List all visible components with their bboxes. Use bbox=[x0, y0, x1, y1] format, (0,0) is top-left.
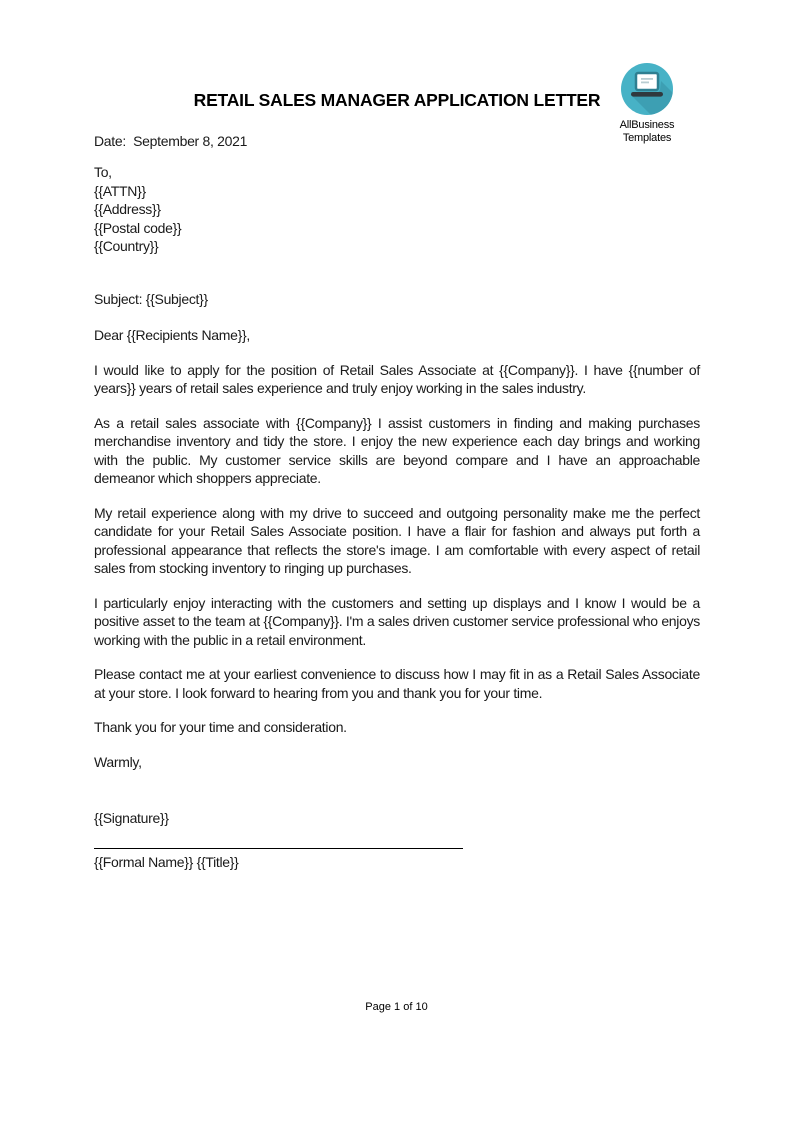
recipient-line-attn: {{ATTN}} bbox=[94, 182, 146, 199]
page-number: Page 1 of 10 bbox=[365, 1001, 428, 1013]
paragraph-experience: As a retail sales associate with {{Company}} I assist customers in finding and making purchases merchandise inventory and tidy the store. I enjoy the new experience each day brings and working with the public. My customer service skills are beyond compare and I have an approachable demeanor which shoppers appreciate. bbox=[94, 414, 700, 486]
closing-line: Warmly, bbox=[94, 753, 142, 770]
recipient-line-postal-code: {{Postal code}} bbox=[94, 219, 182, 236]
paragraph-intro: I would like to apply for the position of Retail Sales Associate at {{Company}}. I have {{number of years}} years of retail sales experience and truly enjoy working in the sales industry. bbox=[94, 361, 700, 396]
paragraph-contact: Please contact me at your earliest convenience to discuss how I may fit in as a Retail Sales Associate at your store. I look forward to hearing from you and thank you for your time. bbox=[94, 666, 700, 701]
thanks-line: Thank you for your time and consideration. bbox=[94, 719, 347, 735]
paragraph-value: I particularly enjoy interacting with the customers and setting up displays and I know I would be a positive asset to the team at {{Company}}. I'm a sales driven customer service professional who enjoys working with the public in a retail environment. bbox=[94, 594, 700, 648]
allbusiness-templates-logo bbox=[599, 62, 695, 145]
paragraph-qualities: My retail experience along with my drive to succeed and outgoing personality make me the perfect candidate for your Retail Sales Associate position. I have a flair for fashion and always put forth a professional appearance that reflects the store's image. I am comfortable with every aspect of retail sales from stocking inventory to ringing up purchases. bbox=[94, 504, 700, 576]
page-title: RETAIL SALES MANAGER APPLICATION LETTER bbox=[193, 90, 601, 110]
recipient-line-address: {{Address}} bbox=[94, 201, 161, 217]
laptop-icon bbox=[619, 62, 675, 118]
logo-text-line2: Templates bbox=[622, 132, 672, 144]
logo-text-line1: AllBusiness bbox=[619, 119, 675, 131]
subject-line: Subject: {{Subject}} bbox=[94, 290, 208, 307]
signature-placeholder: {{Signature}} bbox=[94, 810, 169, 826]
salutation: Dear {{Recipients Name}}, bbox=[94, 327, 250, 343]
letter-content bbox=[94, 0, 700, 1122]
recipient-block bbox=[94, 163, 700, 256]
letter-body bbox=[94, 163, 700, 871]
recipient-line-to: To, bbox=[94, 164, 112, 180]
recipient-line-country: {{Country}} bbox=[94, 238, 159, 254]
signed-name-line: {{Formal Name}} {{Title}} bbox=[94, 853, 239, 870]
date-line: Date: September 8, 2021 bbox=[94, 133, 248, 149]
